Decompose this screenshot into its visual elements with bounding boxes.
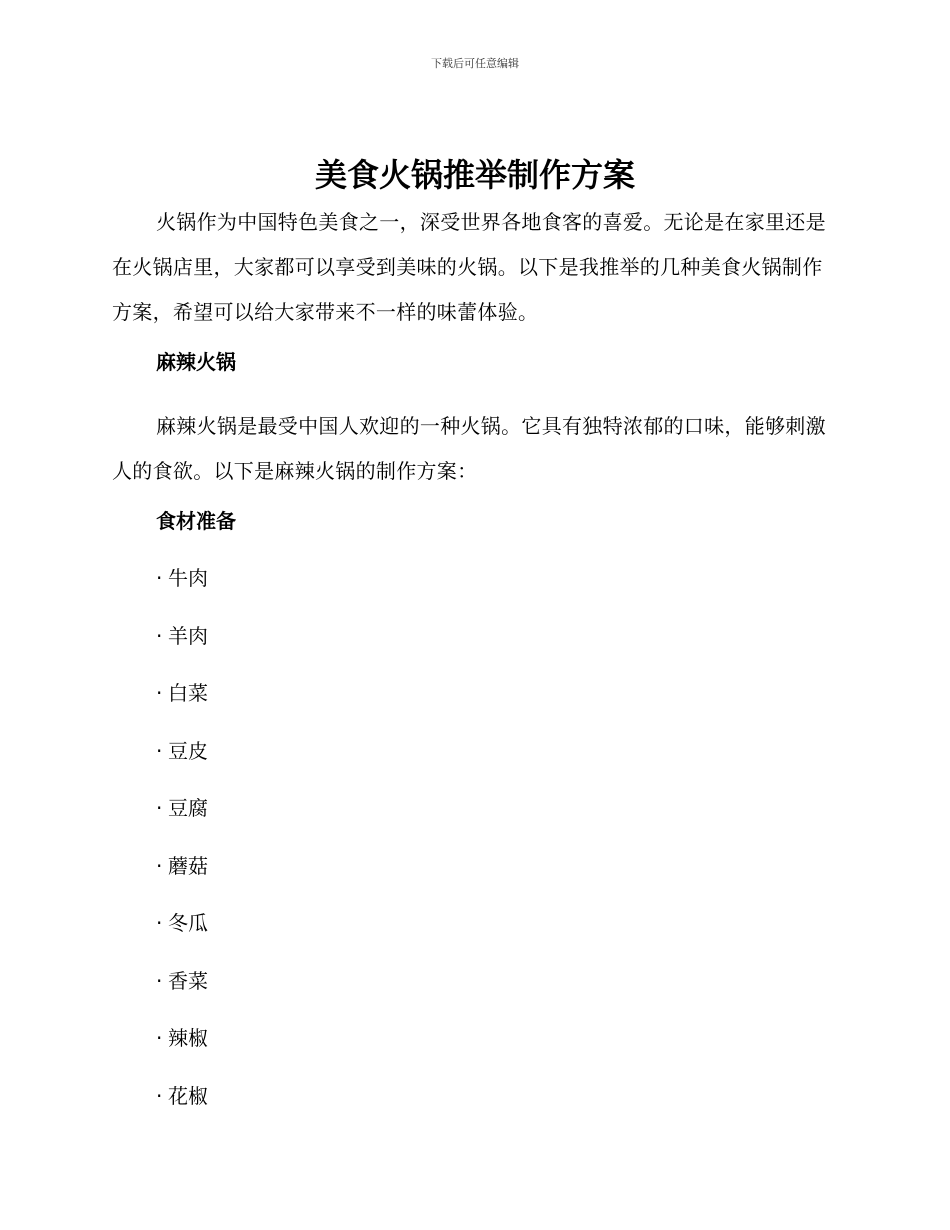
bullet-icon: · [156, 911, 163, 935]
list-item [112, 908, 832, 938]
list-item [112, 966, 832, 996]
bullet-icon: · [156, 738, 163, 763]
document-title: 美食火锅推举制作方案 [314, 156, 635, 194]
list-item [112, 851, 832, 881]
list-item [112, 621, 832, 651]
ingredient-label: 牛肉 [168, 566, 208, 590]
ingredient-label: 香菜 [168, 968, 208, 993]
list-item [112, 563, 832, 593]
bullet-icon: · [156, 623, 163, 648]
ingredient-label: 羊肉 [168, 623, 208, 648]
bullet-icon: · [156, 853, 163, 878]
ingredient-list [112, 563, 832, 1111]
intro-paragraph: 火锅作为中国特色美食之一，深受世界各地食客的喜爱。无论是在家里还是在火锅店里，大家都可以享受到美味的火锅。以下是我推举的几种美食火锅制作方案，希望可以给大家带来不一样的味蕾体验。 [112, 210, 826, 324]
ingredient-label: 豆腐 [168, 796, 208, 820]
bullet-icon: · [156, 566, 163, 590]
section-heading-ingredients: 食材准备 [156, 509, 236, 533]
ingredient-label: 花椒 [168, 1083, 208, 1108]
bullet-icon: · [156, 796, 163, 820]
ingredient-label: 豆皮 [168, 738, 208, 763]
ingredient-label: 蘑菇 [168, 853, 208, 878]
section-heading-mala-hotpot: 麻辣火锅 [156, 350, 236, 374]
header-note: 下载后可任意编辑 [431, 57, 519, 70]
ingredient-label: 白菜 [168, 681, 208, 705]
bullet-icon: · [156, 1083, 163, 1108]
bullet-icon: · [156, 681, 163, 705]
section-description: 麻辣火锅是最受中国人欢迎的一种火锅。它具有独特浓郁的口味，能够刺激人的食欲。以下是麻辣火锅的制作方案： [112, 414, 826, 483]
list-item [112, 1023, 832, 1053]
list-item [112, 1081, 832, 1111]
list-item [112, 793, 832, 823]
ingredient-label: 冬瓜 [168, 911, 208, 935]
list-item [112, 678, 832, 708]
document-body [112, 200, 832, 1138]
list-item [112, 736, 832, 766]
bullet-icon: · [156, 1026, 163, 1050]
ingredient-label: 辣椒 [168, 1026, 208, 1050]
bullet-icon: · [156, 968, 163, 993]
